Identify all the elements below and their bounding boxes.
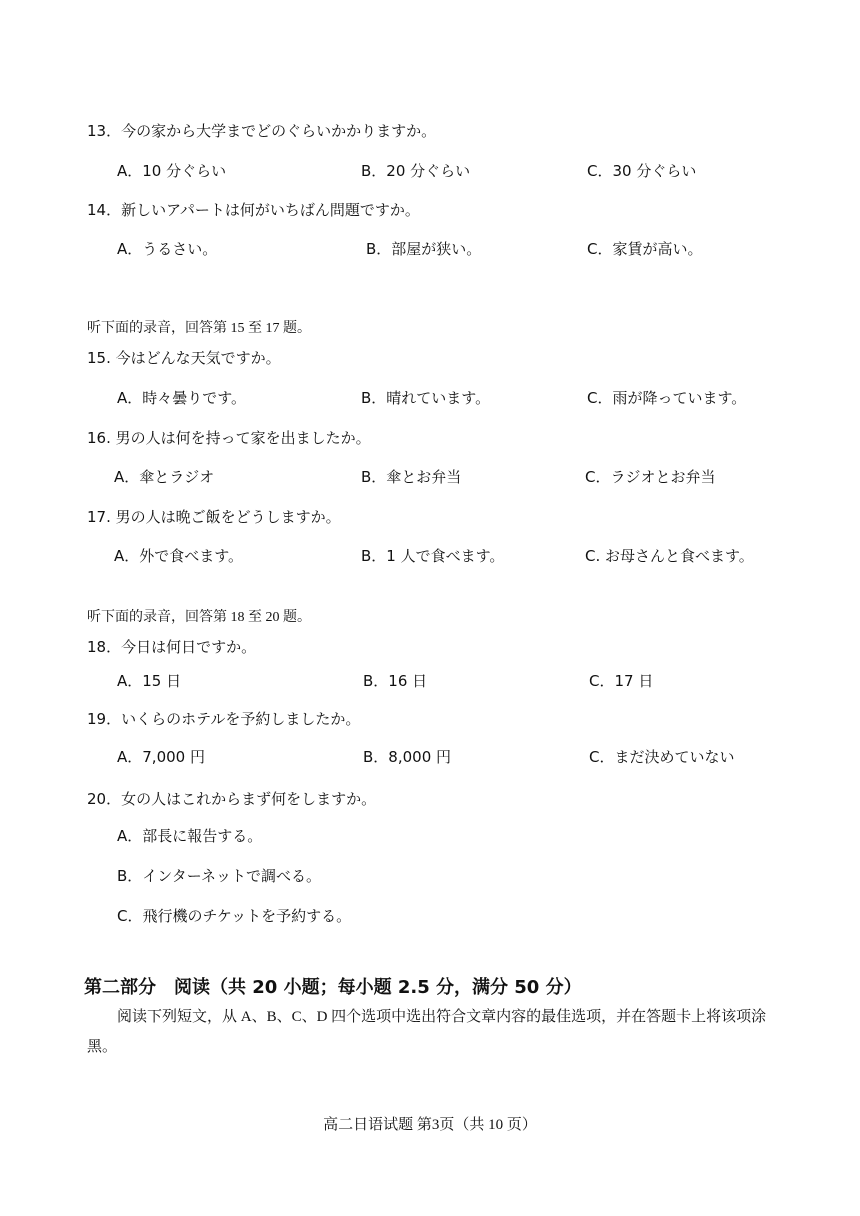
question-17-option-b: B．1 人で食べます。 bbox=[361, 547, 505, 565]
question-13-stem: 13．今の家から大学までどのぐらいかかりますか。 bbox=[87, 122, 437, 140]
question-17-option-a: A．外で食べます。 bbox=[114, 547, 244, 565]
question-14-option-a: A．うるさい。 bbox=[117, 240, 218, 258]
question-20-stem: 20．女の人はこれからまず何をしますか。 bbox=[87, 790, 377, 808]
part2-instruction: 阅读下列短文，从 A、B、C、D 四个选项中选出符合文章内容的最佳选项，并在答题卡上将该项涂黑。 bbox=[87, 1009, 767, 1055]
question-15-option-c: C．雨が降っています。 bbox=[587, 389, 747, 407]
question-16-option-b: B．傘とお弁当 bbox=[361, 468, 462, 486]
question-18-option-b: B．16 日 bbox=[363, 672, 428, 690]
question-13-option-b: B．20 分ぐらい bbox=[361, 162, 471, 180]
question-14-option-c: C．家賃が高い。 bbox=[587, 240, 703, 258]
question-20-option-b: B．インターネットで調べる。 bbox=[117, 867, 321, 885]
question-19-option-b: B．8,000 円 bbox=[363, 748, 452, 766]
question-15-option-b: B．晴れています。 bbox=[361, 389, 491, 407]
listening-instruction-18-20: 听下面的录音，回答第 18 至 20 题。 bbox=[87, 610, 311, 625]
question-16-option-c: C．ラジオとお弁当 bbox=[585, 468, 716, 486]
listening-instruction-15-17: 听下面的录音，回答第 15 至 17 题。 bbox=[87, 321, 311, 336]
question-14-option-b: B．部屋が狭い。 bbox=[366, 240, 482, 258]
question-20-option-c: C．飛行機のチケットを予約する。 bbox=[117, 907, 352, 925]
question-19-option-c: C．まだ決めていない bbox=[589, 748, 735, 766]
question-19-stem: 19．いくらのホテルを予約しましたか。 bbox=[87, 710, 361, 728]
question-17-stem: 17. 男の人は晩ご飯をどうしますか。 bbox=[87, 508, 341, 526]
question-13-option-c: C．30 分ぐらい bbox=[587, 162, 697, 180]
question-15-option-a: A．時々曇りです。 bbox=[117, 389, 247, 407]
question-18-stem: 18．今日は何日ですか。 bbox=[87, 638, 257, 656]
question-15-stem: 15. 今はどんな天気ですか。 bbox=[87, 349, 281, 367]
question-13-option-a: A．10 分ぐらい bbox=[117, 162, 227, 180]
page-footer: 高二日语试题 第3页（共 10 页） bbox=[323, 1117, 537, 1133]
section-heading-part2: 第二部分 阅读（共 20 小题；每小题 2.5 分，满分 50 分） bbox=[84, 977, 582, 998]
question-19-option-a: A．7,000 円 bbox=[117, 748, 205, 766]
question-18-option-a: A．15 日 bbox=[117, 672, 182, 690]
question-16-stem: 16. 男の人は何を持って家を出ましたか。 bbox=[87, 429, 371, 447]
question-17-option-c: C. お母さんと食べます。 bbox=[585, 547, 754, 565]
question-16-option-a: A．傘とラジオ bbox=[114, 468, 215, 486]
question-18-option-c: C．17 日 bbox=[589, 672, 654, 690]
question-20-option-a: A．部長に報告する。 bbox=[117, 827, 263, 845]
question-14-stem: 14．新しいアパートは何がいちばん問題ですか。 bbox=[87, 201, 420, 219]
